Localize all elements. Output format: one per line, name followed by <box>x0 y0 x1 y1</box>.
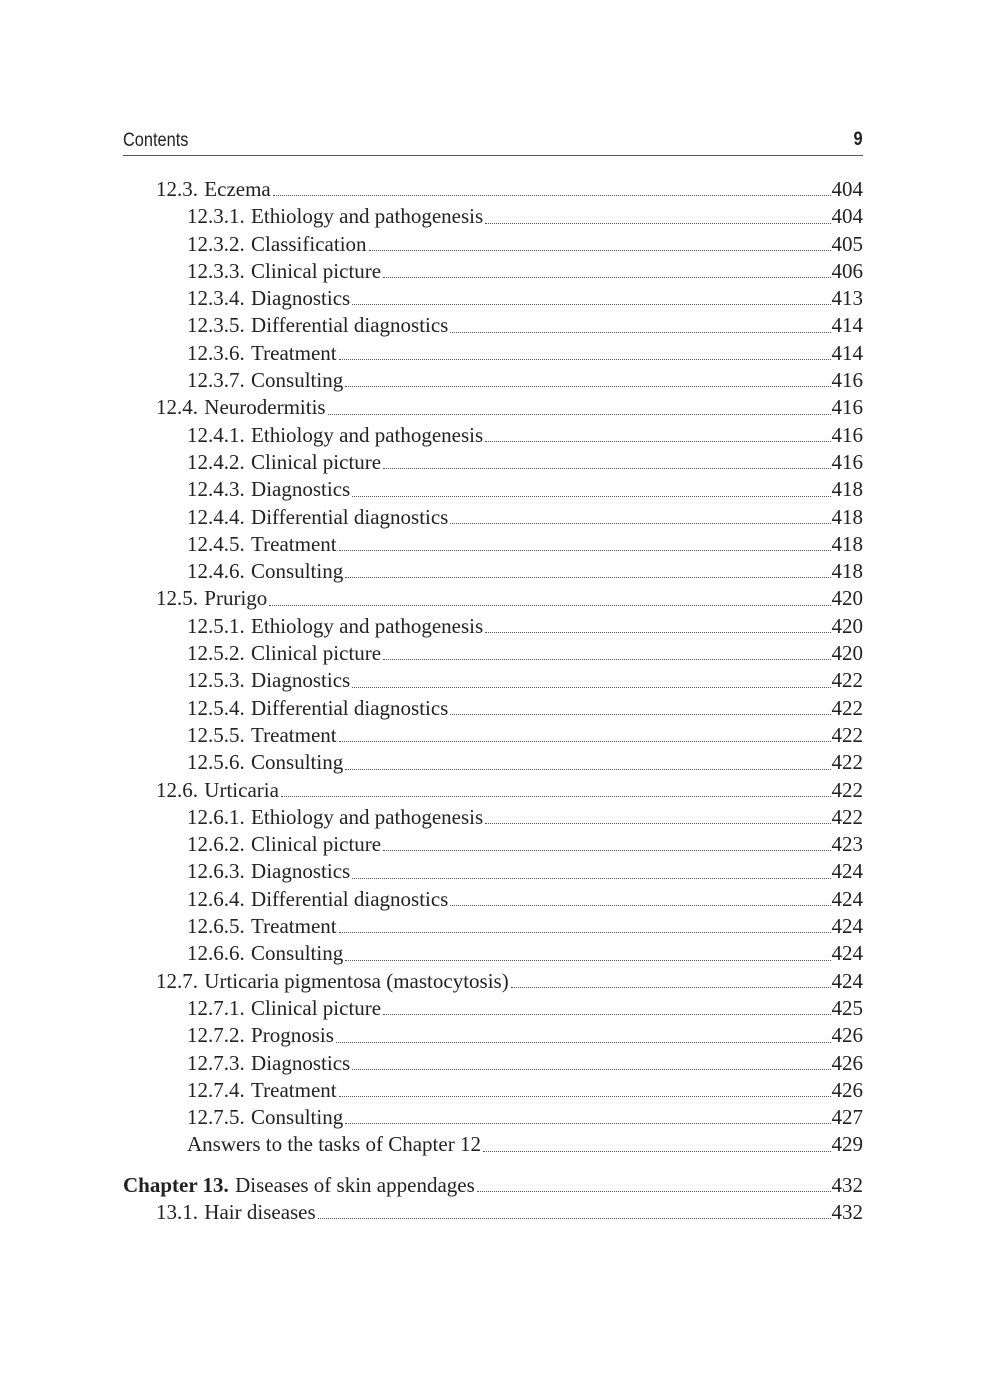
toc-entry[interactable] <box>123 340 863 367</box>
toc-entry-title: Diagnostics <box>251 859 351 884</box>
toc-entry[interactable] <box>123 722 863 749</box>
toc-entry-page: 416 <box>831 395 863 420</box>
toc-entry-title: Consulting <box>251 368 344 393</box>
toc-entry-title: Diseases of skin appendages <box>235 1172 475 1197</box>
toc-entry-number: 12.4.4. <box>187 504 245 529</box>
toc-entry-page: 424 <box>831 968 863 993</box>
dot-leader <box>269 605 830 606</box>
dot-leader <box>352 687 830 688</box>
toc-entry-title: Urticaria pigmentosa (mastocytosis) <box>204 968 509 993</box>
toc-entry[interactable] <box>123 504 863 531</box>
toc-entry-page: 420 <box>831 586 863 611</box>
dot-leader <box>485 223 830 224</box>
toc-entry-title: Eczema <box>204 177 271 201</box>
toc-entry-page: 406 <box>831 258 863 283</box>
toc-entry-title: Clinical picture <box>251 258 382 283</box>
toc-entry[interactable] <box>123 1199 863 1226</box>
toc-entry[interactable] <box>123 913 863 940</box>
dot-leader <box>345 960 830 961</box>
toc-entry[interactable] <box>123 667 863 694</box>
toc-entry[interactable] <box>123 1022 863 1049</box>
toc-entry-page: 424 <box>831 941 863 966</box>
toc-entry-title: Ethiology and pathogenesis <box>251 204 484 229</box>
toc-entry-page: 416 <box>831 449 863 474</box>
toc-entry-page: 422 <box>831 668 863 693</box>
dot-leader <box>450 332 830 333</box>
toc-entry-page: 416 <box>831 368 863 393</box>
toc-entry-title: Ethiology and pathogenesis <box>251 804 484 829</box>
toc-entry[interactable] <box>123 1104 863 1131</box>
toc-entry-number: 12.5.1. <box>187 613 245 638</box>
toc-entry[interactable] <box>123 968 863 995</box>
toc-entry[interactable] <box>123 940 863 967</box>
toc-entry-title: Ethiology and pathogenesis <box>251 422 484 447</box>
dot-leader <box>383 277 830 278</box>
toc-entry-number: 12.6. <box>156 777 198 802</box>
toc-entry-title: Prurigo <box>204 586 268 611</box>
toc-entry-number: 12.4.6. <box>187 559 245 584</box>
toc-entry[interactable] <box>123 394 863 421</box>
toc-entry[interactable] <box>123 995 863 1022</box>
dot-leader <box>352 496 830 497</box>
toc-entry-page: 427 <box>831 1105 863 1130</box>
toc-entry-title: Diagnostics <box>251 286 351 311</box>
toc-entry-title: Consulting <box>251 750 344 775</box>
toc-entry-title: Consulting <box>251 559 344 584</box>
toc-entry-title: Clinical picture <box>251 995 382 1020</box>
toc-entry-title: Ethiology and pathogenesis <box>251 613 484 638</box>
toc-entry-page: 422 <box>831 777 863 802</box>
dot-leader <box>383 659 830 660</box>
dot-leader <box>345 577 830 578</box>
toc-entry-number: 12.5.5. <box>187 722 245 747</box>
dot-leader <box>339 741 831 742</box>
toc-entry-title: Treatment <box>251 722 337 747</box>
toc-entry-page: 405 <box>831 231 863 256</box>
dot-leader <box>483 1151 831 1152</box>
toc-entry-number: 12.5. <box>156 586 198 611</box>
dot-leader <box>339 359 831 360</box>
toc-entry-title: Classification <box>251 231 367 256</box>
toc-entry-number: 13.1. <box>156 1199 198 1224</box>
toc-entry-number: 12.4.1. <box>187 422 245 447</box>
dot-leader <box>450 905 830 906</box>
running-head <box>123 124 863 156</box>
dot-leader <box>485 441 830 442</box>
toc-entry-page: 426 <box>831 1050 863 1075</box>
toc-entry-number: 12.3.3. <box>187 258 245 283</box>
toc-entry[interactable] <box>123 449 863 476</box>
dot-leader <box>352 878 830 879</box>
toc-entry-number: 12.7.1. <box>187 995 245 1020</box>
toc-entry-number: 12.4.2. <box>187 449 245 474</box>
toc-entry[interactable] <box>123 804 863 831</box>
dot-leader <box>511 987 831 988</box>
toc-entry[interactable] <box>123 367 863 394</box>
toc-entry-number: 12.6.3. <box>187 859 245 884</box>
toc-entry-page: 413 <box>831 286 863 311</box>
toc-entry-page: 424 <box>831 914 863 939</box>
toc-entry[interactable] <box>123 176 863 203</box>
toc-entry-title: Urticaria <box>204 777 279 802</box>
toc-entry-page: 418 <box>831 477 863 502</box>
dot-leader <box>339 932 831 933</box>
toc-entry[interactable] <box>123 831 863 858</box>
toc-entry-page: 432 <box>831 1172 863 1197</box>
toc-entry[interactable] <box>123 695 863 722</box>
toc-entry-page: 432 <box>831 1199 863 1224</box>
toc-entry-page: 418 <box>831 531 863 556</box>
dot-leader <box>328 414 831 415</box>
toc-entry-answers[interactable] <box>123 1131 863 1158</box>
toc-entry[interactable] <box>123 640 863 667</box>
dot-leader <box>339 550 831 551</box>
toc-chapter-entry[interactable] <box>123 1172 863 1199</box>
toc-entry-title: Differential diagnostics <box>251 313 449 338</box>
toc-entry-page: 404 <box>831 177 863 201</box>
dot-leader <box>345 769 830 770</box>
toc-entry-page: 418 <box>831 504 863 529</box>
toc-entry[interactable] <box>123 585 863 612</box>
toc-entry-page: 424 <box>831 859 863 884</box>
toc-entry[interactable] <box>123 476 863 503</box>
toc-entry-title: Differential diagnostics <box>251 886 449 911</box>
dot-leader <box>352 304 830 305</box>
dot-leader <box>485 823 830 824</box>
toc-entry-number: 12.3.5. <box>187 313 245 338</box>
toc-entry-page: 422 <box>831 722 863 747</box>
toc-entry-title: Diagnostics <box>251 477 351 502</box>
toc-entry[interactable] <box>123 558 863 585</box>
toc-entry-number: 12.3.7. <box>187 368 245 393</box>
toc-entry-page: 418 <box>831 559 863 584</box>
toc-entry-title: Prognosis <box>251 1023 334 1048</box>
toc-entry-title: Differential diagnostics <box>251 504 449 529</box>
toc-entry-title: Neurodermitis <box>204 395 326 420</box>
toc-entry-page: 429 <box>831 1132 863 1157</box>
toc-entry[interactable] <box>123 258 863 285</box>
toc-entry-page: 414 <box>831 340 863 365</box>
toc-entry-page: 424 <box>831 886 863 911</box>
toc-entry-title: Treatment <box>251 914 337 939</box>
toc-entry-number: 12.3. <box>156 177 198 201</box>
toc-entry-number: 12.5.2. <box>187 641 245 666</box>
toc-entry-number: 12.7.2. <box>187 1023 245 1048</box>
toc-entry-number: 12.7.4. <box>187 1077 245 1102</box>
toc-entry-title: Consulting <box>251 1105 344 1130</box>
toc-entry[interactable] <box>123 231 863 258</box>
table-of-contents <box>123 176 863 1226</box>
dot-leader <box>485 632 830 633</box>
dot-leader <box>450 523 830 524</box>
toc-entry-number: 12.4.5. <box>187 531 245 556</box>
toc-entry[interactable] <box>123 613 863 640</box>
toc-entry-title: Hair diseases <box>204 1199 316 1224</box>
toc-entry-number: 12.6.4. <box>187 886 245 911</box>
toc-entry[interactable] <box>123 1050 863 1077</box>
toc-entry-title: Treatment <box>251 1077 337 1102</box>
toc-entry-page: 404 <box>831 204 863 229</box>
toc-entry-number: 12.3.1. <box>187 204 245 229</box>
toc-entry[interactable] <box>123 312 863 339</box>
toc-entry-number: 12.3.2. <box>187 231 245 256</box>
toc-entry-number: 12.7.3. <box>187 1050 245 1075</box>
toc-entry-title: Clinical picture <box>251 641 382 666</box>
toc-entry-page: 425 <box>831 995 863 1020</box>
toc-entry-number: 12.7.5. <box>187 1105 245 1130</box>
toc-entry-page: 426 <box>831 1077 863 1102</box>
toc-entry-number: 12.5.6. <box>187 750 245 775</box>
toc-entry-page: 422 <box>831 750 863 775</box>
toc-entry-number: 12.3.6. <box>187 340 245 365</box>
toc-entry-number: 12.3.4. <box>187 286 245 311</box>
page-number: 9 <box>853 129 863 150</box>
dot-leader <box>477 1191 831 1192</box>
toc-entry-number: 12.6.6. <box>187 941 245 966</box>
dot-leader <box>273 195 831 196</box>
toc-entry-title: Treatment <box>251 340 337 365</box>
toc-entry-number: 12.4. <box>156 395 198 420</box>
toc-entry-title: Clinical picture <box>251 449 382 474</box>
toc-entry-title: Answers to the tasks of Chapter 12 <box>187 1132 481 1157</box>
toc-entry-number: 12.5.4. <box>187 695 245 720</box>
toc-entry-number: 12.6.2. <box>187 832 245 857</box>
toc-entry-page: 420 <box>831 613 863 638</box>
dot-leader <box>345 1123 830 1124</box>
dot-leader <box>281 796 831 797</box>
toc-entry-number: 12.7. <box>156 968 198 993</box>
dot-leader <box>383 850 830 851</box>
toc-entry-number: 12.4.3. <box>187 477 245 502</box>
toc-entry-title: Differential diagnostics <box>251 695 449 720</box>
toc-entry-page: 422 <box>831 695 863 720</box>
toc-entry[interactable] <box>123 1077 863 1104</box>
toc-entry-number: 12.5.3. <box>187 668 245 693</box>
dot-leader <box>450 714 830 715</box>
toc-entry-page: 416 <box>831 422 863 447</box>
toc-entry-page: 422 <box>831 804 863 829</box>
toc-entry-page: 414 <box>831 313 863 338</box>
dot-leader <box>383 1014 830 1015</box>
toc-entry[interactable] <box>123 531 863 558</box>
toc-entry[interactable] <box>123 422 863 449</box>
toc-entry-title: Diagnostics <box>251 1050 351 1075</box>
dot-leader <box>352 1069 830 1070</box>
toc-entry-number: 12.6.1. <box>187 804 245 829</box>
toc-entry-title: Clinical picture <box>251 832 382 857</box>
toc-entry-page: 423 <box>831 832 863 857</box>
toc-entry-page: 420 <box>831 641 863 666</box>
toc-chapter-number: Chapter 13. <box>123 1172 229 1197</box>
toc-entry-title: Diagnostics <box>251 668 351 693</box>
toc-entry-number: 12.6.5. <box>187 914 245 939</box>
toc-entry[interactable] <box>123 285 863 312</box>
toc-entry[interactable] <box>123 777 863 804</box>
toc-entry[interactable] <box>123 749 863 776</box>
toc-entry-title: Treatment <box>251 531 337 556</box>
toc-entry[interactable] <box>123 858 863 885</box>
dot-leader <box>339 1096 831 1097</box>
toc-entry-page: 426 <box>831 1023 863 1048</box>
running-head-title: Contents <box>123 130 189 151</box>
toc-entry[interactable] <box>123 886 863 913</box>
dot-leader <box>345 386 830 387</box>
toc-entry[interactable] <box>123 203 863 230</box>
dot-leader <box>318 1218 831 1219</box>
dot-leader <box>369 250 831 251</box>
dot-leader <box>336 1042 831 1043</box>
dot-leader <box>383 468 830 469</box>
toc-entry-title: Consulting <box>251 941 344 966</box>
